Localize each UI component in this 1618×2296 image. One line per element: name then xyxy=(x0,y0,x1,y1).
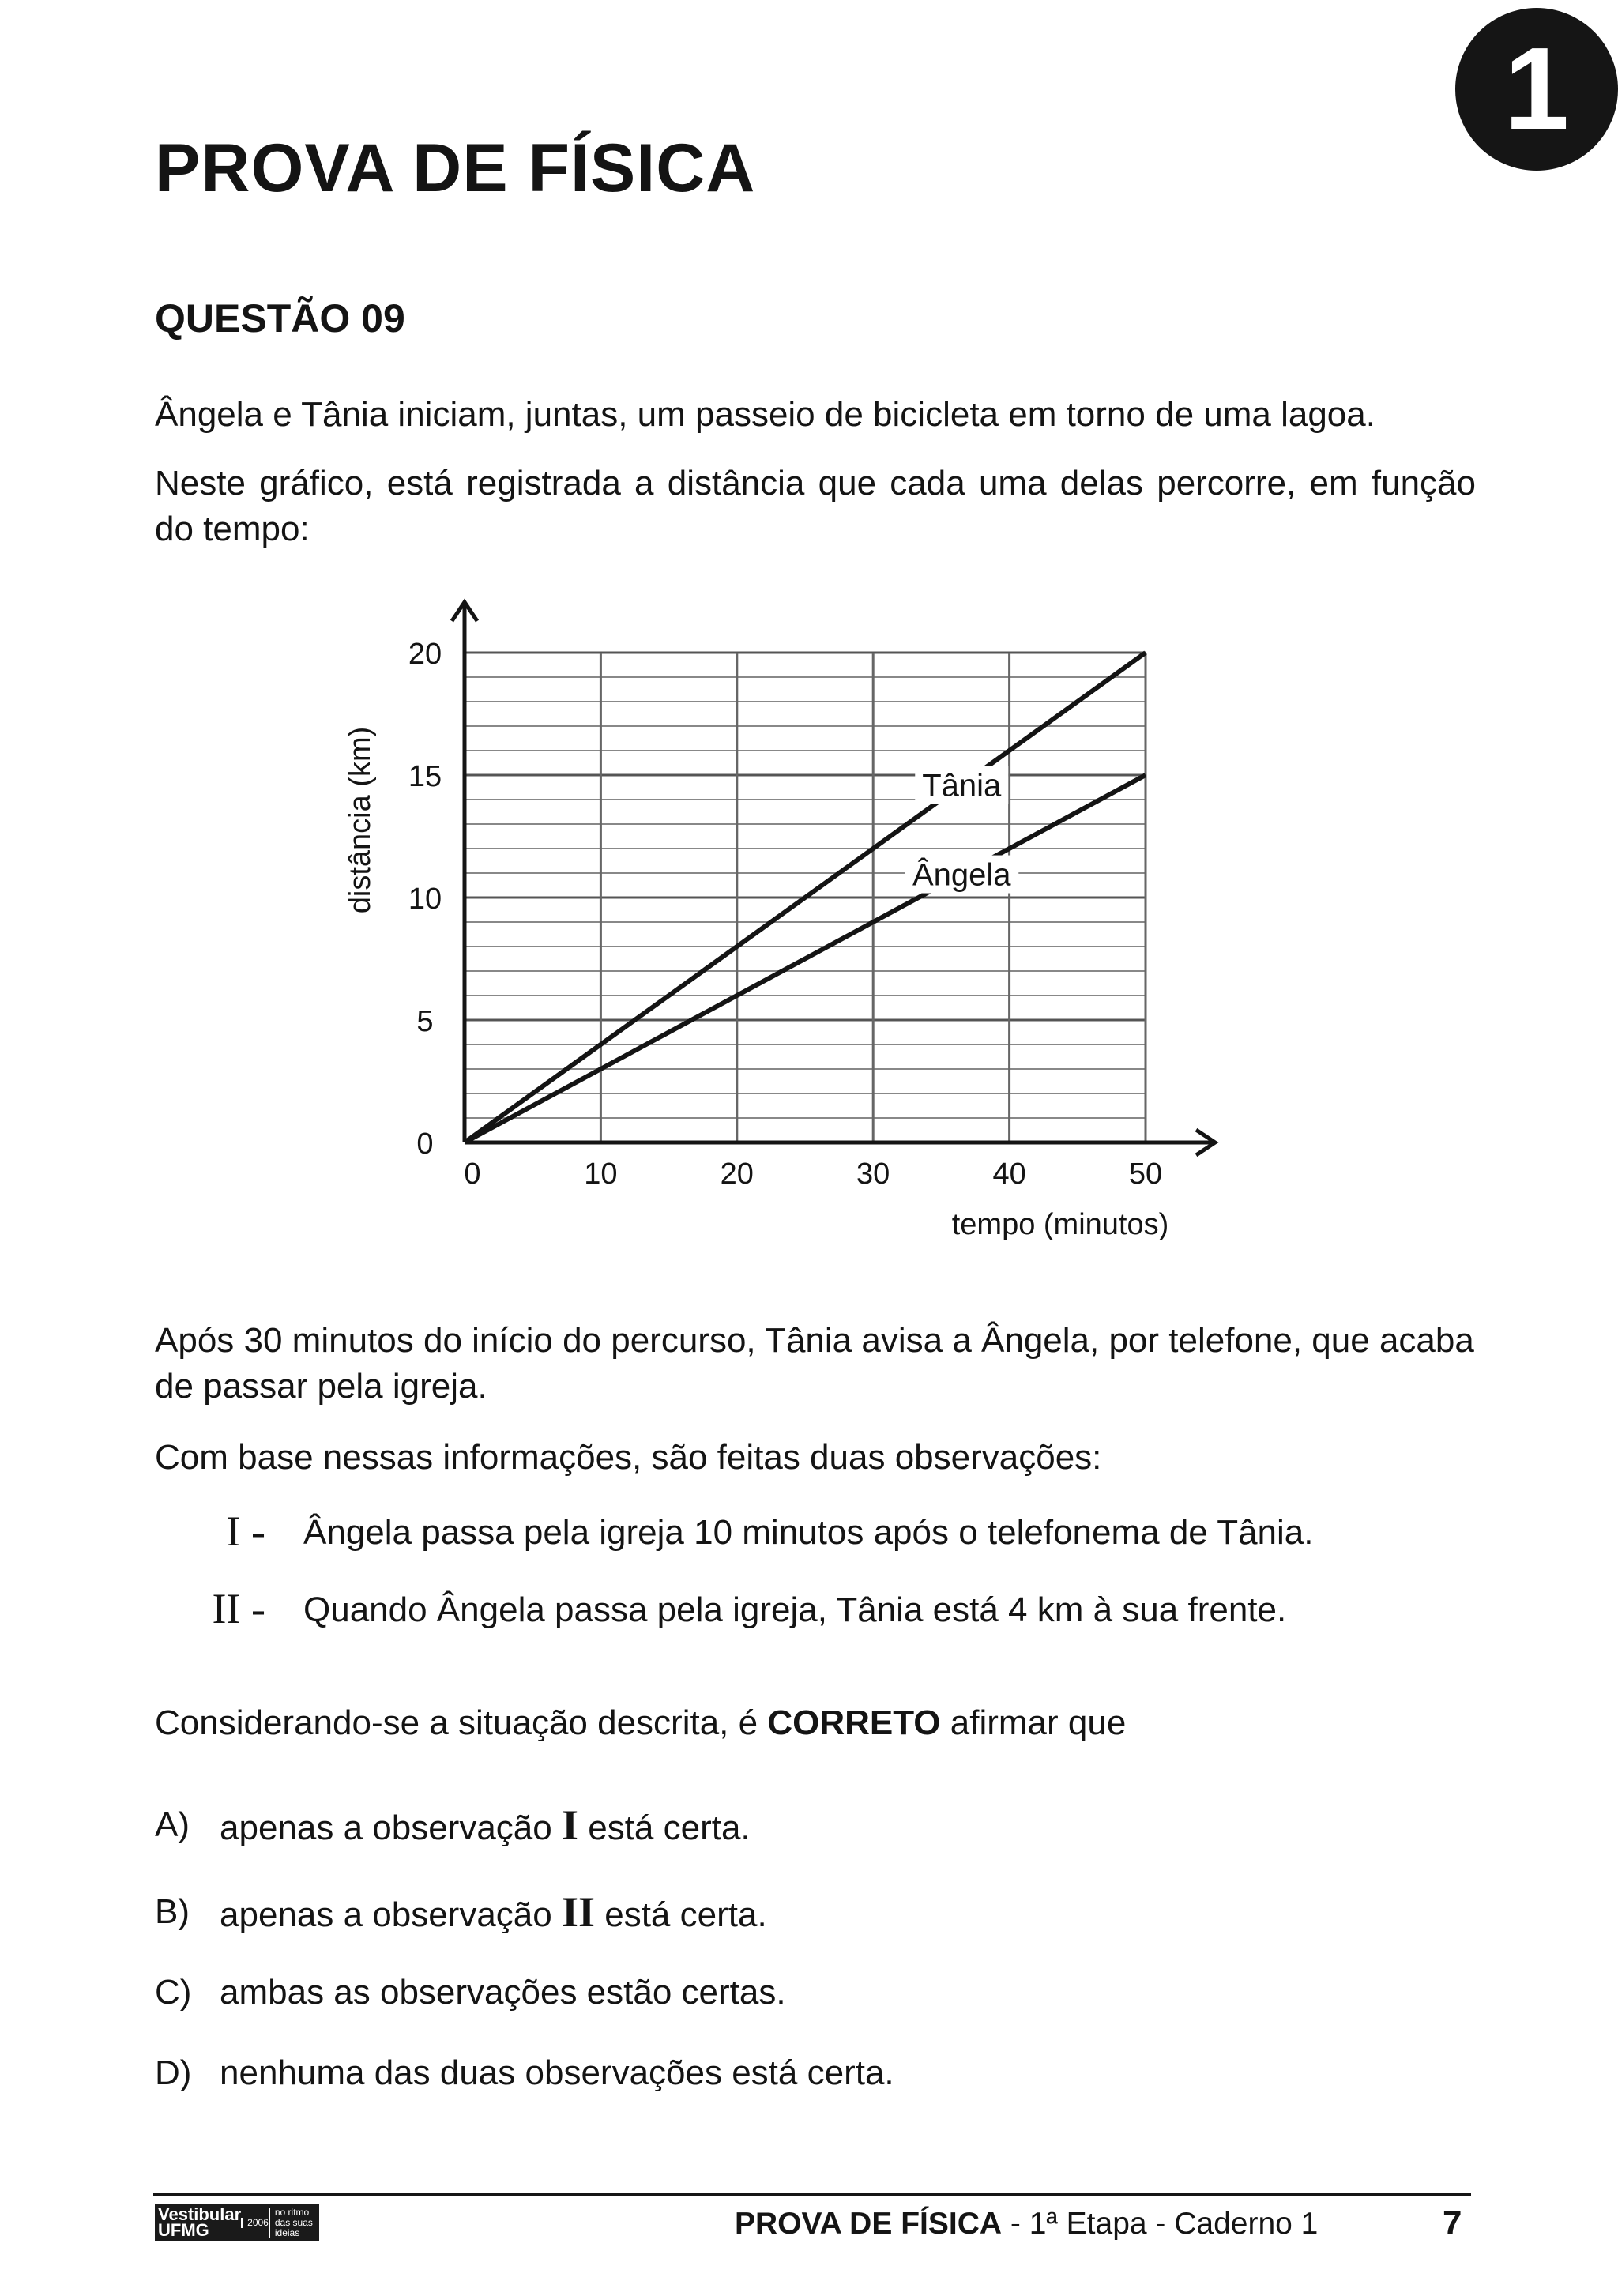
footer-exam-label xyxy=(735,2204,1318,2244)
series-line-angela xyxy=(465,775,1146,1142)
footer-page-number: 7 xyxy=(1443,2204,1462,2242)
intro-paragraph-1: Ângela e Tânia iniciam, juntas, um passeio de bicicleta em torno de uma lagoa. xyxy=(155,395,1375,434)
option-a-text xyxy=(220,1801,751,1852)
option-b-roman: II xyxy=(561,1888,596,1936)
option-a-text-start: apenas a observação xyxy=(220,1809,562,1847)
y-tick-label: 5 xyxy=(416,1005,434,1038)
intro-paragraph-2: Neste gráfico, está registrada a distância que cada uma delas percorre, em função do tempo: xyxy=(155,464,1476,548)
y-tick-label: 15 xyxy=(408,760,442,793)
option-b-text-end: está certa. xyxy=(595,1895,767,1934)
question-number: QUESTÃO 09 xyxy=(155,296,405,341)
x-axis-title: tempo (minutos) xyxy=(951,1208,1169,1241)
body-paragraph-2: Com base nessas informações, são feitas duas observações: xyxy=(155,1438,1102,1477)
x-tick-label: 10 xyxy=(584,1157,618,1191)
prompt-emphasis: CORRETO xyxy=(767,1703,941,1742)
option-b-text-start: apenas a observação xyxy=(220,1895,562,1934)
option-b-text xyxy=(220,1888,767,1939)
option-c-text: ambas as observações estão certas. xyxy=(220,1973,786,2012)
x-tick-label: 20 xyxy=(720,1157,754,1191)
x-tick-label: 30 xyxy=(856,1157,890,1191)
option-c-letter: C) xyxy=(155,1973,192,2012)
x-tick-label: 0 xyxy=(464,1157,481,1191)
y-tick-label: 10 xyxy=(408,883,442,916)
vestibular-logo xyxy=(155,2204,319,2241)
series-label-tania: Tânia xyxy=(922,768,1002,804)
footer-exam-title: PROVA DE FÍSICA xyxy=(735,2207,1003,2241)
observation-number-2: II - xyxy=(212,1585,265,1632)
logo-year: 2006 xyxy=(241,2218,269,2228)
logo-main-text: Vestibular UFMG xyxy=(158,2204,242,2240)
option-b-letter: B) xyxy=(155,1892,190,1931)
footer-exam-details: - 1ª Etapa - Caderno 1 xyxy=(1002,2207,1319,2241)
logo-slogan: no ritmo das suas ideias xyxy=(269,2208,319,2238)
page-title: PROVA DE FÍSICA xyxy=(155,130,756,206)
y-axis-title: distância (km) xyxy=(344,726,377,914)
y-tick-label: 0 xyxy=(416,1127,434,1161)
prompt-text-start: Considerando-se a situação descrita, é xyxy=(155,1703,768,1742)
question-prompt xyxy=(155,1700,1476,1746)
prompt-text-end: afirmar que xyxy=(940,1703,1127,1742)
series-label-angela: Ângela xyxy=(912,857,1011,893)
x-tick-label: 40 xyxy=(992,1157,1026,1191)
option-d-letter: D) xyxy=(155,2053,192,2092)
body-paragraph-1: Após 30 minutos do início do percurso, Tânia avisa a Ângela, por telefone, que acaba de passar pela igreja. xyxy=(155,1321,1474,1406)
x-tick-label: 50 xyxy=(1128,1157,1163,1191)
y-tick-label: 20 xyxy=(408,638,442,671)
option-a-text-end: está certa. xyxy=(578,1809,751,1847)
observation-text-2: Quando Ângela passa pela igreja, Tânia está 4 km à sua frente. xyxy=(303,1590,1287,1629)
observation-number-1: I - xyxy=(226,1507,265,1555)
observation-text-1: Ângela passa pela igreja 10 minutos após o telefonema de Tânia. xyxy=(303,1513,1314,1552)
option-a-roman: I xyxy=(561,1801,578,1849)
page-number-badge: 1 xyxy=(1455,8,1618,171)
option-a-letter: A) xyxy=(155,1805,190,1844)
option-d-text: nenhuma das duas observações está certa. xyxy=(220,2053,894,2092)
footer-rule xyxy=(153,2193,1471,2196)
